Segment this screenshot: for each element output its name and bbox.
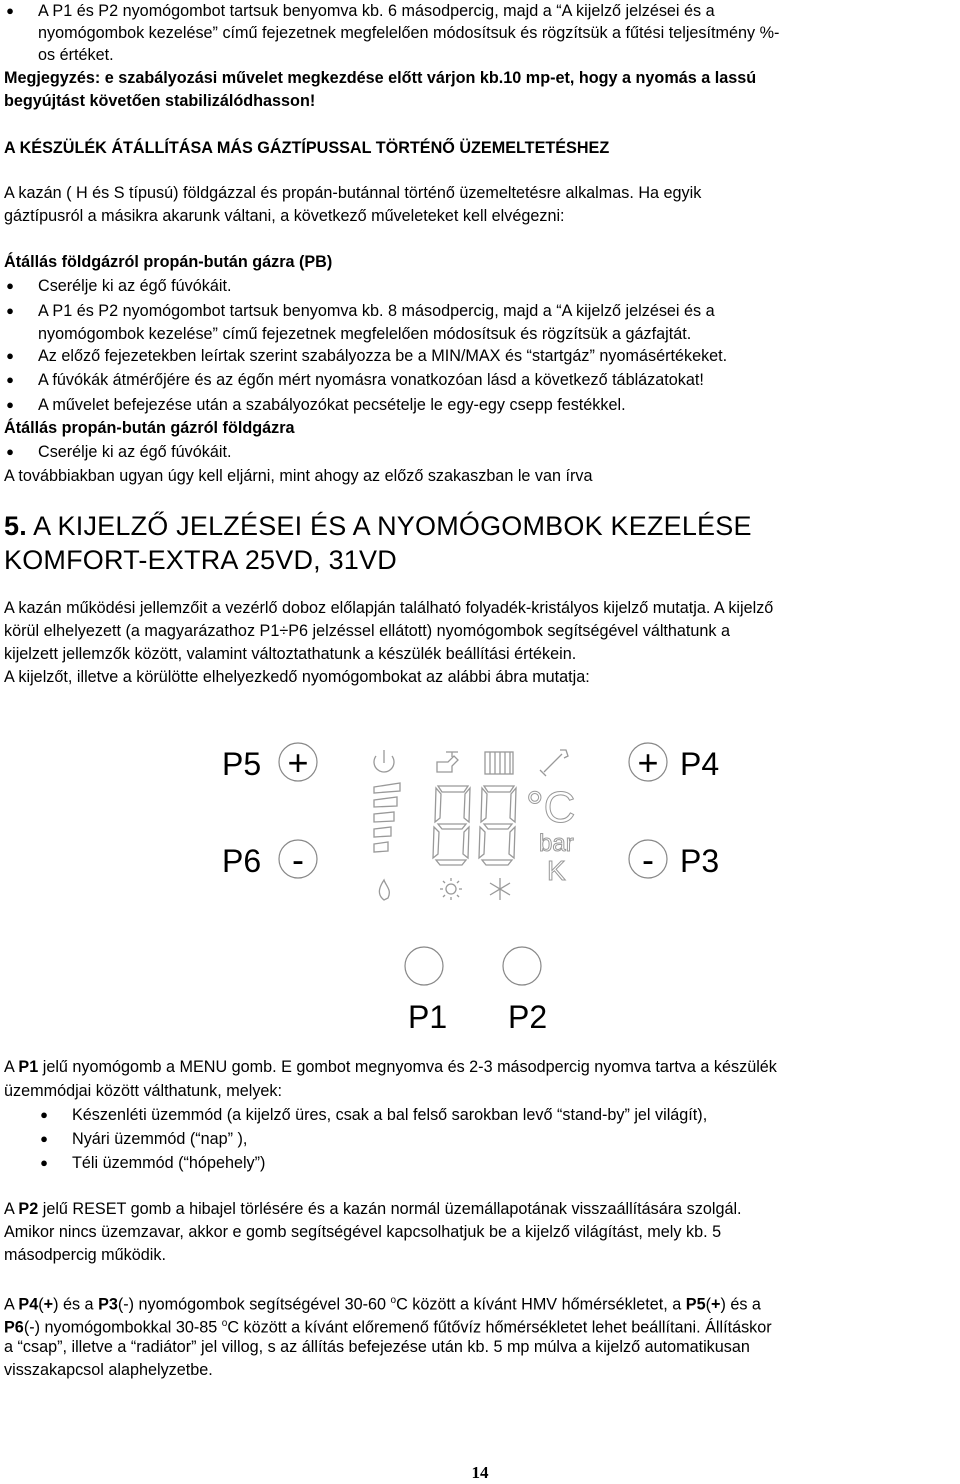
paragraph: másodpercig működik. bbox=[4, 1246, 166, 1264]
bullet-text: Cserélje ki az égő fúvókáit. bbox=[38, 443, 232, 461]
minus-sign: - bbox=[642, 839, 654, 880]
bullet-text: A P1 és P2 nyomógombot tartsuk benyomva kb. 6 másodpercig, majd a “A kijelző jelzései és a bbox=[38, 2, 715, 20]
paragraph: A P2 jelű RESET gomb a hibajel törlésére és a kazán normál üzemállapotának visszaállítására szolgál. bbox=[4, 1200, 742, 1218]
p5-label: P5 bbox=[222, 746, 262, 782]
p1-label: P1 bbox=[408, 999, 448, 1035]
p5-plus-button[interactable] bbox=[279, 742, 317, 783]
p2-label: P2 bbox=[508, 999, 548, 1035]
unit-bar: bar bbox=[539, 830, 574, 857]
bullet-dot: ● bbox=[6, 348, 14, 363]
bullet-text: os értéket. bbox=[38, 46, 114, 64]
chapter-number: 5. bbox=[4, 511, 27, 541]
subheading: Átállás földgázról propán-bután gázra (PB) bbox=[4, 253, 333, 271]
paragraph: a “csap”, illetve a “radiátor” jel villog, s az állítás befejezése után kb. 5 mp múlva a kijelző automatikusan bbox=[4, 1338, 750, 1356]
bullet-dot: ● bbox=[6, 372, 14, 387]
unit-kelvin: K bbox=[547, 855, 566, 886]
paragraph: A P1 jelű nyomógomb a MENU gomb. E gombot megnyomva és 2-3 másodpercig nyomva tartva a készülék bbox=[4, 1058, 777, 1076]
bullet-text: Cserélje ki az égő fúvókáit. bbox=[38, 277, 232, 295]
paragraph: visszakapcsol alaphelyzetbe. bbox=[4, 1361, 213, 1379]
p6-label: P6 bbox=[222, 843, 262, 879]
paragraph: gáztípusról a másikra akarunk váltani, a következő műveleteket kell elvégezni: bbox=[4, 207, 565, 225]
plus-sign: + bbox=[637, 742, 659, 783]
standby-icon bbox=[374, 750, 394, 772]
bullet-dot: ● bbox=[40, 1107, 48, 1122]
flame-icon bbox=[379, 880, 389, 900]
p1-menu-button[interactable] bbox=[405, 947, 443, 985]
minus-sign: - bbox=[292, 839, 304, 880]
bullet-text: Nyári üzemmód (“nap” ), bbox=[72, 1130, 248, 1148]
section-heading: A KÉSZÜLÉK ÁTÁLLÍTÁSA MÁS GÁZTÍPUSSAL TÖRTÉNŐ ÜZEMELTETÉSHEZ bbox=[4, 139, 610, 157]
bullet-dot: ● bbox=[6, 3, 14, 18]
snowflake-icon bbox=[490, 878, 510, 900]
p4-label: P4 bbox=[680, 746, 720, 782]
chapter-subtitle: KOMFORT-EXTRA 25VD, 31VD bbox=[4, 545, 397, 575]
bullet-text: A művelet befejezése után a szabályozókat pecsételje le egy-egy csepp festékkel. bbox=[38, 396, 626, 414]
page-number: 14 bbox=[471, 1463, 489, 1482]
paragraph: Amikor nincs üzemzavar, akkor e gomb segítségével kapcsolhatjuk be a kijelző világítást, mely kb. 5 bbox=[4, 1223, 722, 1241]
chapter-title bbox=[4, 510, 752, 542]
note-text: begyújtást követően stabilizálódhasson! bbox=[4, 92, 316, 110]
bullet-text: A P1 és P2 nyomógombot tartsuk benyomva kb. 8 másodpercig, majd a “A kijelző jelzései és a bbox=[38, 302, 715, 320]
bullet-dot: ● bbox=[6, 303, 14, 318]
bullet-dot: ● bbox=[6, 444, 14, 459]
bullet-text: nyomógombok kezelése” című fejezetnek megfelelően módosítsuk és rögzítsük a gázfajtát. bbox=[38, 325, 692, 343]
paragraph: kijelzett jellemzők között, valamint változtathatunk a készülék beállítási értékein. bbox=[4, 645, 577, 663]
bullet-dot: ● bbox=[40, 1155, 48, 1170]
p3-minus-button[interactable] bbox=[629, 839, 667, 880]
paragraph: A kazán működési jellemzőit a vezérlő doboz előlapján található folyadék-kristályos kijelző mutatja. A kijelző bbox=[4, 599, 774, 617]
chapter-title-text: A KIJELZŐ JELZÉSEI ÉS A NYOMÓGOMBOK KEZELÉSE bbox=[26, 511, 752, 541]
paragraph: A kijelzőt, illetve a körülötte elhelyezkedő nyomógombokat az alábbi ábra mutatja: bbox=[4, 668, 590, 686]
paragraph: A kazán ( H és S típusú) földgázzal és propán-butánnal történő üzemeltetésre alkalmas. Ha egyik bbox=[4, 184, 702, 202]
bullet-dot: ● bbox=[6, 397, 14, 412]
subheading: Átállás propán-bután gázról földgázra bbox=[4, 419, 295, 437]
unit-celsius: °C bbox=[526, 783, 576, 832]
paragraph: körül elhelyezett (a magyarázathoz P1÷P6 jelzéssel ellátott) nyomógombok segítségével válthatunk a bbox=[4, 622, 731, 640]
paragraph: A P4(+) és a P3(-) nyomógombok segítségével 30-60 $^o$C között a kívánt HMV hőmérsékletet, a P5(+) és a bbox=[4, 1295, 761, 1314]
control-panel-diagram bbox=[0, 730, 960, 1040]
p2-reset-button[interactable] bbox=[503, 947, 541, 985]
bullet-text: A fúvókák átmérőjére és az égőn mért nyomásra vonatkozóan lásd a következő táblázatokat! bbox=[38, 371, 704, 389]
paragraph: P6(-) nyomógombokkal 30-85 $^o$C között a kívánt előremenő fűtővíz hőmérsékletet lehet beállítani. Állításkor bbox=[4, 1318, 772, 1337]
radiator-icon bbox=[485, 752, 513, 774]
note-text: Megjegyzés: e szabályozási művelet megkezdése előtt várjon kb.10 mp-et, hogy a nyomás a lassú bbox=[4, 69, 757, 87]
sun-icon bbox=[440, 878, 462, 900]
bullet-text: Az előző fejezetekben leírtak szerint szabályozza be a MIN/MAX és “startgáz” nyomásértékeket. bbox=[38, 347, 728, 365]
wrench-icon bbox=[540, 750, 568, 776]
p4-plus-button[interactable] bbox=[629, 742, 667, 783]
bullet-dot: ● bbox=[6, 278, 14, 293]
plus-sign: + bbox=[287, 742, 309, 783]
bullet-dot: ● bbox=[40, 1131, 48, 1146]
seven-segment-digit bbox=[433, 786, 470, 865]
seven-segment-digit bbox=[479, 786, 516, 865]
paragraph: A továbbiakban ugyan úgy kell eljárni, mint ahogy az előző szakaszban le van írva bbox=[4, 467, 593, 485]
bullet-text: Téli üzemmód (“hópehely”) bbox=[72, 1154, 266, 1172]
tap-icon bbox=[437, 752, 458, 772]
bullet-text: Készenléti üzemmód (a kijelző üres, csak a bal felső sarokban levő “stand-by” jel világít), bbox=[72, 1106, 708, 1124]
bullet-text: nyomógombok kezelése” című fejezetnek megfelelően módosítsuk és rögzítsük a fűtési teljesítmény %- bbox=[38, 24, 780, 42]
power-level-bars-icon bbox=[374, 783, 400, 852]
paragraph: üzemmódjai között válthatunk, melyek: bbox=[4, 1082, 283, 1100]
p6-minus-button[interactable] bbox=[279, 839, 317, 880]
p3-label: P3 bbox=[680, 843, 720, 879]
